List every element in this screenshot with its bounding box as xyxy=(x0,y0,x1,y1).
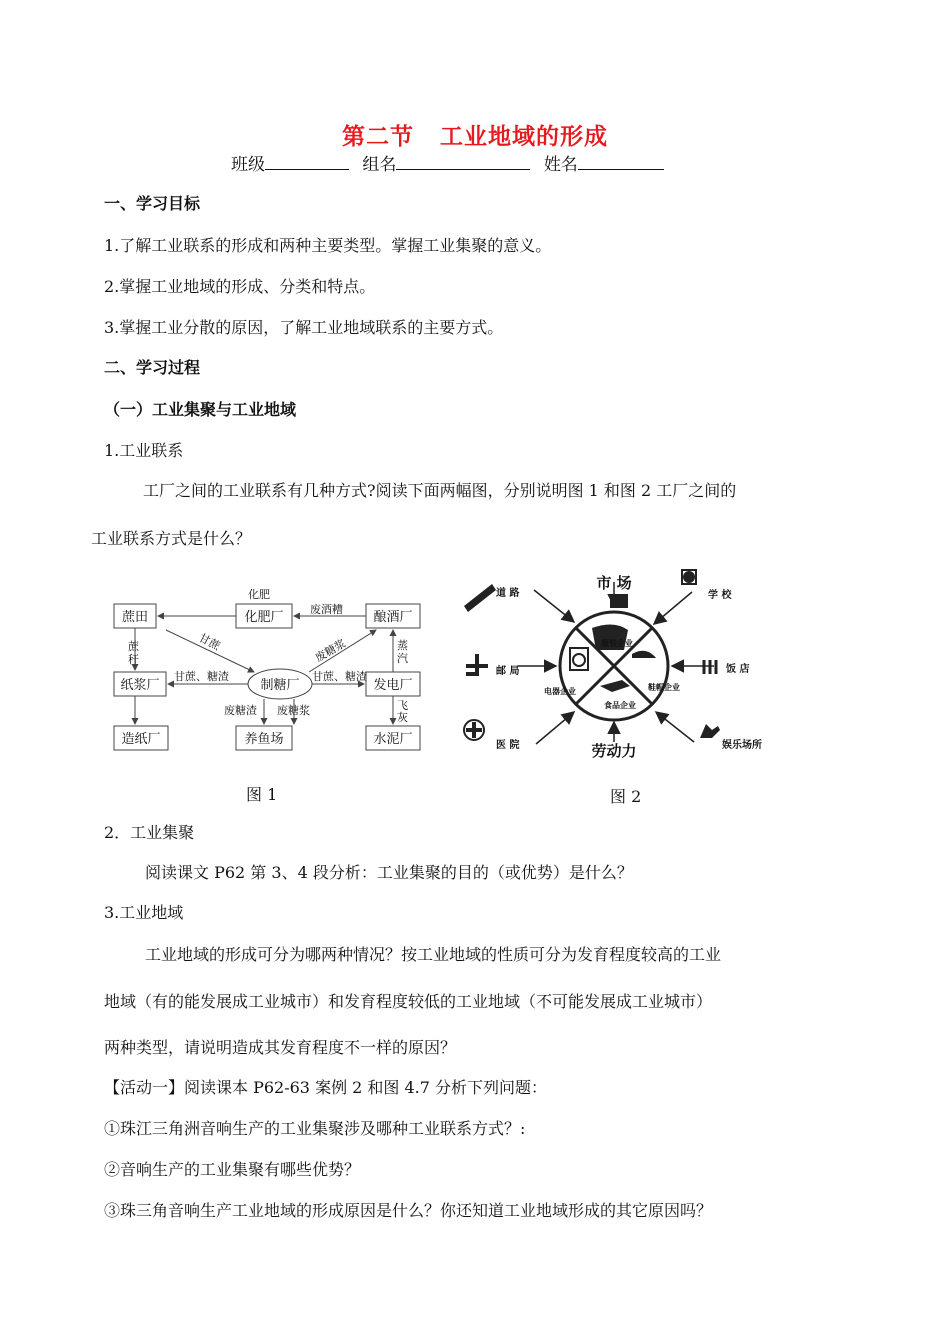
label-electric: 电器企业 xyxy=(544,687,576,696)
label-steam-b: 汽 xyxy=(397,652,408,665)
label-cane-residue-right: 甘蔗、糖渣 xyxy=(312,670,367,683)
activity-question-1: ①珠江三角洲音响生产的工业集聚涉及哪种工业联系方式？: xyxy=(104,1119,526,1138)
label-fertilizer: 化肥 xyxy=(248,588,270,601)
label-garment: 服装企业 xyxy=(601,639,633,648)
label-school: 学 校 xyxy=(708,590,732,601)
title-section-number: 第二节 xyxy=(342,124,414,150)
text-pulp-mill: 纸浆厂 xyxy=(120,678,160,693)
class-blank[interactable] xyxy=(265,152,349,170)
figure-2-diagram xyxy=(456,566,766,766)
label-waste-residue: 废糖渣 xyxy=(224,704,257,717)
activity-question-2: ②音响生产的工业集聚有哪些优势？ xyxy=(104,1160,361,1179)
label-road: 道 路 xyxy=(496,588,520,599)
name-label: 姓名 xyxy=(543,155,578,175)
group-blank[interactable] xyxy=(396,152,530,170)
question-3-text-line1: 工业地域的形成可分为哪两种情况？按工业地域的性质可分为发育程度较高的工业 xyxy=(145,945,722,964)
section-heading-process: 二、学习过程 xyxy=(104,358,201,377)
question-3-text-line2: 地域（有的能发展成工业城市）和发育程度较低的工业地域（不可能发展成工业城市） xyxy=(104,992,713,1011)
restaurant-icon xyxy=(704,660,716,674)
school-icon-dot xyxy=(683,571,695,583)
label-ash-a: 飞 xyxy=(397,699,408,712)
question-2-text: 阅读课文 P62 第 3、4 段分析：工业集聚的目的（或优势）是什么？ xyxy=(145,863,633,882)
question-3-text-line3: 两种类型，请说明造成其发育程度不一样的原因？ xyxy=(104,1038,457,1057)
text-power-plant: 发电厂 xyxy=(373,678,413,693)
question-3-title: 3.工业地域 xyxy=(104,903,184,922)
figure-1-diagram xyxy=(104,586,436,758)
label-cane-1: 甘蔗 xyxy=(196,631,223,653)
activity-title: 【活动一】阅读课本 P62-63 案例 2 和图 4.7 分析下列问题： xyxy=(104,1078,548,1097)
label-labor: 劳动力 xyxy=(591,742,637,760)
goal-item-1: 1.了解工业联系的形成和两种主要类型。掌握工业集聚的意义。 xyxy=(104,236,552,255)
label-ash-b: 灰 xyxy=(397,711,408,724)
page-title xyxy=(0,118,950,151)
label-hospital: 医 院 xyxy=(496,740,520,751)
text-sugar-mill: 制糖厂 xyxy=(260,678,300,693)
question-1-text-line1: 工厂之间的工业联系有几种方式?阅读下面两幅图，分别说明图 1 和图 2 工厂之间的 xyxy=(143,481,737,500)
label-waste-liquor: 废酒糟 xyxy=(310,603,343,616)
name-blank[interactable] xyxy=(578,152,664,170)
goal-item-3: 3.掌握工业分散的原因，了解工业地域联系的主要方式。 xyxy=(104,318,504,337)
text-fertilizer-plant: 化肥厂 xyxy=(244,610,284,625)
figure-1-caption: 图 1 xyxy=(246,785,278,804)
label-straw-a: 蔗 xyxy=(128,640,139,653)
title-text: 工业地域的形成 xyxy=(440,124,608,150)
label-post-office: 邮 局 xyxy=(496,666,520,677)
goal-item-2: 2.掌握工业地域的形成、分类和特点。 xyxy=(104,277,376,296)
question-2-title: 2．工业集聚 xyxy=(104,823,195,842)
question-1-text-line2: 工业联系方式是什么？ xyxy=(91,529,252,548)
text-paper-mill: 造纸厂 xyxy=(121,732,161,747)
label-steam-a: 蒸 xyxy=(397,639,408,652)
activity-question-3: ③珠三角音响生产工业地域的形成原因是什么？你还知道工业地域形成的其它原因吗？ xyxy=(104,1201,713,1220)
figure-2-caption: 图 2 xyxy=(610,787,642,806)
road-icon xyxy=(464,584,496,612)
student-info-row xyxy=(231,150,672,175)
text-fish-farm: 养鱼场 xyxy=(244,732,284,747)
label-entertainment: 娱乐场所 xyxy=(722,740,762,751)
label-syrup: 废糖浆 xyxy=(313,636,349,665)
entertainment-icon xyxy=(700,724,720,738)
hospital-icon xyxy=(466,722,482,738)
market-icon xyxy=(610,594,628,608)
text-cement-plant: 水泥厂 xyxy=(373,732,413,747)
post-office-icon xyxy=(466,654,488,676)
group-label: 组名 xyxy=(362,155,397,175)
label-food: 食品企业 xyxy=(604,701,636,710)
text-brewery: 酿酒厂 xyxy=(373,610,413,625)
section-heading-goals: 一、学习目标 xyxy=(104,194,201,213)
label-straw-b: 秆 xyxy=(128,653,139,666)
question-1-title: 1.工业联系 xyxy=(104,441,184,460)
label-shoes: 鞋帽企业 xyxy=(648,683,680,692)
label-restaurant: 饭 店 xyxy=(726,664,750,675)
label-market: 市 场 xyxy=(596,574,632,592)
subsection-heading: （一）工业集聚与工业地域 xyxy=(104,400,297,419)
class-label: 班级 xyxy=(231,155,265,175)
label-waste-syrup: 废糖浆 xyxy=(277,704,310,717)
label-cane-residue-left: 甘蔗、糖渣 xyxy=(174,670,229,683)
text-sugarcane-field: 蔗田 xyxy=(121,610,149,625)
